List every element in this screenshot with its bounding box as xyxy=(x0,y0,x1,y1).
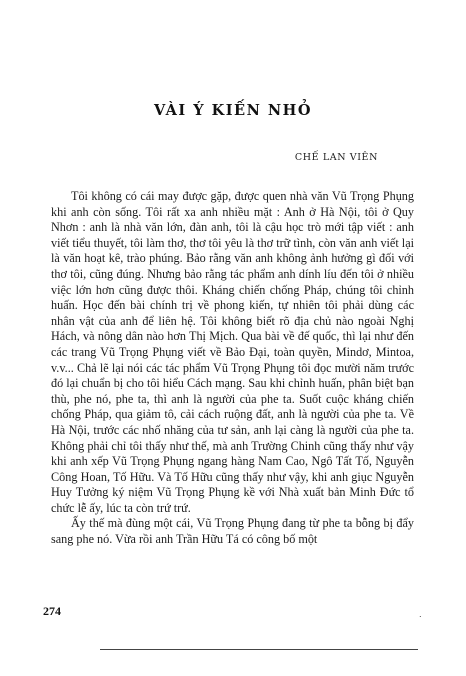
page-title: VÀI Ý KIẾN NHỎ xyxy=(154,102,312,119)
paragraph: Ấy thế mà đùng một cái, Vũ Trọng Phụng đang từ phe ta bỗng bị đẩy sang phe nó. Vừa rồi anh Trần Hữu Tá có công bố một xyxy=(51,516,414,547)
body-text xyxy=(51,189,414,548)
scan-mark: . xyxy=(419,610,422,619)
page-number: 274 xyxy=(43,604,61,618)
author-name: CHẾ LAN VIÊN xyxy=(294,152,378,163)
paragraph: Tôi không có cái may được gặp, được quen nhà văn Vũ Trọng Phụng khi anh còn sống. Tôi rất xa anh nhiều mặt : Anh ở Hà Nội, tôi ở Quy Nhơn : anh là nhà văn lớn, đàn anh, tôi là cậu học trò mới tập viết : anh viết tiểu thuyết, tôi làm thơ, thơ tôi yêu là thơ trữ tình, còn văn anh viết lại là văn hoạt kê, trào phúng. Bảo rằng văn anh không ảnh hưởng gì đối với thơ tôi, cũng đúng. Nhưng bảo rằng tác phẩm anh dính líu đến tôi ở nhiều việc lớn hơn cũng được thôi. Kháng chiến chống Pháp, chúng tôi chỉnh huấn. Học đến bài chính trị về phong kiến, tự nhiên tôi phải dùng các nhân vật của anh để liên hệ. Tôi không biết rõ địa chủ nào ngoài Nghị Hách, và nông dân nào hơn Thị Mịch. Qua bài về đế quốc, thì lại như đến các trang Vũ Trọng Phụng viết về Bảo Đại, toàn quyền, Mindơ, Mintoa, v.v... Chả lẽ lại nói các tác phẩm Vũ Trọng Phụng tôi đọc mười năm trước đó lại chuẩn bị cho tôi hiểu Cách mạng. Sau khi chỉnh huấn, phân biệt bạn thù, phe nó, phe ta, thì anh là người của phe ta. Suốt cuộc kháng chiến chống Pháp, qua giảm tô, cải cách ruộng đất, anh là người của phe ta. Về Hà Nội, trước các nhố nhăng của tư sản, anh lại càng là người của phe ta. Không phải chỉ tôi thấy như thế, mà anh Trường Chinh cũng thấy như vậy khi anh xếp Vũ Trọng Phụng ngang hàng Nam Cao, Ngô Tất Tố, Nguyễn Công Hoan, Tố Hữu. Và Tố Hữu cũng thấy như vậy, khi anh giục Nguyễn Huy Tưởng ký niệm Vũ Trọng Phụng kề với Nhà xuất bản Minh Đức tổ chức lễ ấy, lúc ta còn trứ trứ. xyxy=(51,189,414,515)
footer-rule xyxy=(100,649,418,650)
